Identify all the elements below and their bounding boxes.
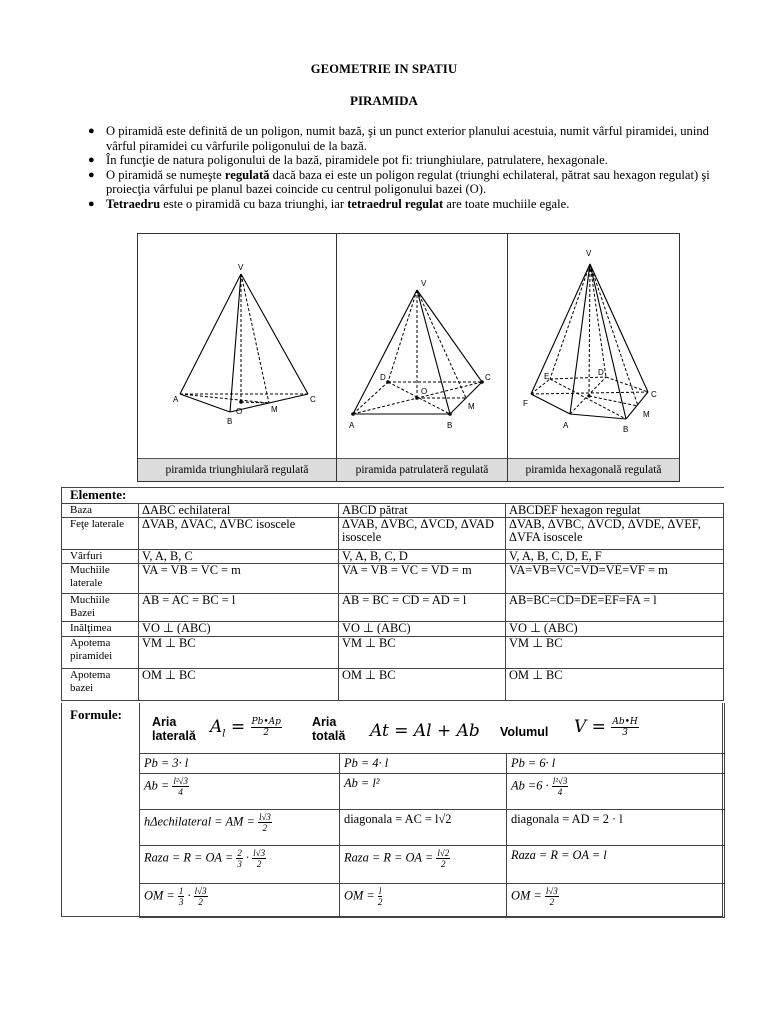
numerator: l√3 (545, 886, 558, 896)
lateral-area-formula: $A_l$ = $\frac{Pb•Ap}{2}$ (210, 717, 281, 740)
row-label: Vârfuri (62, 550, 139, 564)
bullet-bold: tetraedrul regulat (347, 196, 444, 211)
numerator: Ab•H (612, 717, 638, 727)
row-label: Inălţimea (62, 622, 139, 637)
cell: VO ⊥ (ABC) (339, 622, 506, 637)
row-label: Baza (62, 504, 139, 518)
hexagonal-pyramid-drawing (508, 234, 679, 459)
cell: VO ⊥ (ABC) (506, 622, 724, 637)
numerator: l√3 (253, 848, 266, 858)
vertex-label: C (310, 395, 316, 404)
denominator: 2 (377, 897, 383, 907)
cell: AB = AC = BC = l (139, 594, 339, 622)
figure-caption: piramida hexagonală regulată (508, 458, 679, 481)
elements-table (61, 487, 724, 701)
base-area-hexagon (507, 774, 725, 810)
numerator: 2 (237, 848, 242, 858)
vertex-label: A (349, 421, 355, 430)
perimeter-hexagon: Pb = 6· l (507, 754, 725, 774)
fraction (251, 717, 282, 738)
bullet-text: O piramidă este definită de un poligon, numit bază, şi un punct exterior planului acestuia, numit vârful piramidei, unind vârful piramidei cu vârfurile poligonului de la bază. (106, 124, 709, 153)
cell: VA = VB = VC = m (139, 564, 339, 594)
vertex-label: C (651, 390, 657, 399)
formula-part: hΔechilateral = AM = (144, 814, 255, 829)
page-title: GEOMETRIE IN SPATIU (310, 62, 458, 76)
denominator: 4 (178, 787, 183, 797)
numerator: l²√3 (552, 776, 568, 786)
vertex-label: M (468, 402, 475, 411)
row-label: Apotema bazei (62, 669, 139, 701)
formula-part: Ab =6 · (511, 778, 549, 793)
cell: AB = BC = CD = AD = l (339, 594, 506, 622)
denominator: 3 (622, 728, 628, 738)
square-diagonal: diagonala = AC = l√2 (340, 810, 507, 846)
formulas-label: Formule: (70, 707, 122, 722)
denominator: 2 (262, 823, 268, 833)
vertex-label: B (447, 421, 453, 430)
denominator: 3 (178, 897, 184, 907)
cell: VM ⊥ BC (339, 637, 506, 669)
base-area-triangle (140, 774, 340, 810)
radius-square (340, 846, 507, 884)
vertex-label: C (485, 373, 491, 382)
bullet-bold: regulată (224, 167, 270, 182)
total-area-label: Aria totală (312, 715, 346, 743)
triangle-height (140, 810, 340, 846)
formula-part: OM = (344, 888, 375, 903)
elements-header: Elemente: (62, 488, 724, 504)
vertex-label: A (173, 395, 179, 404)
vertex-label: A (563, 421, 569, 430)
fraction (552, 776, 569, 797)
numerator: l²√3 (173, 776, 188, 786)
row-label: Apotema piramidei (62, 637, 139, 669)
hexagon-diagonal: diagonala = AD = 2 · l (507, 810, 725, 846)
vertex-label: V (586, 249, 592, 258)
radius-triangle: Raza = R = OA = $\frac{2}{3}$ · $\frac{l√3}{2}$ (140, 846, 340, 884)
formula-part: Raza = R = OA = (344, 850, 434, 865)
numerator: 1 (178, 886, 184, 896)
bullet-text: În funcţie de natura poligonului de la bază, piramidele pot fi: triunghiulare, patrulatere, hexagonale. (106, 153, 608, 168)
perimeter-square: Pb = 4· l (340, 754, 507, 774)
square-pyramid-drawing (337, 234, 508, 459)
denominator: 2 (198, 897, 203, 907)
fraction (194, 886, 208, 907)
cell: OM ⊥ BC (506, 669, 724, 701)
vertex-label: O (236, 407, 243, 416)
lateral-area-label: Aria laterală (152, 715, 196, 743)
cell: V, A, B, C (139, 550, 339, 564)
fraction (436, 848, 450, 869)
fraction (611, 717, 638, 738)
cell: VA = VB = VC = VD = m (339, 564, 506, 594)
row-label: Muchiile Bazei (62, 594, 139, 622)
bullet-icon: ● (88, 125, 95, 137)
denominator: 2 (441, 859, 446, 869)
radius-hexagon: Raza = R = OA = l (507, 846, 725, 884)
figure-triangular-pyramid (138, 234, 337, 481)
vertex-label: V (421, 279, 427, 288)
base-apothem-square (340, 884, 507, 918)
formula-part: OM = (511, 888, 542, 903)
formula-part: Raza = R = OA = (144, 850, 234, 865)
numerator: l√3 (258, 812, 271, 822)
cell: VO ⊥ (ABC) (139, 622, 339, 637)
fraction (378, 886, 383, 907)
numerator: l√2 (437, 848, 450, 858)
fraction (236, 848, 243, 869)
numerator: Pb•Ap (251, 717, 281, 727)
formula-part: OM = (144, 888, 175, 903)
bullet-text: este o piramidă cu baza triunghi, iar (160, 196, 348, 211)
vertex-label: F (523, 399, 528, 408)
fraction (545, 886, 559, 907)
figure-caption: piramida triunghiulară regulată (138, 458, 336, 481)
cell: V, A, B, C, D (339, 550, 506, 564)
vertex-label: V (238, 263, 244, 272)
figure-square-pyramid (337, 234, 508, 481)
bullet-bold: Tetraedru (106, 196, 161, 211)
formula-part: l (222, 728, 226, 740)
cell: V, A, B, C, D, E, F (506, 550, 724, 564)
cell: VA=VB=VC=VD=VE=VF = m (506, 564, 724, 594)
base-apothem-hexagon (507, 884, 725, 918)
cell: OM ⊥ BC (339, 669, 506, 701)
figures-panel (137, 233, 680, 482)
formula-part: A (210, 717, 223, 737)
vertex-label: D (598, 368, 604, 377)
denominator: 4 (557, 787, 563, 797)
cell: ΔVAB, ΔVAC, ΔVBC isoscele (139, 518, 339, 550)
fraction (178, 886, 185, 907)
cell: ΔVAB, ΔVBC, ΔVCD, ΔVAD isoscele (339, 518, 506, 550)
volume-label: Volumul (500, 725, 549, 739)
numerator: l√3 (194, 886, 207, 896)
bullet-list (88, 124, 733, 212)
cell: ABCDEF hexagon regulat (506, 504, 724, 518)
perimeter-triangle: Pb = 3· l (140, 754, 340, 774)
bullet-item (88, 197, 733, 212)
formula-part: Ab = (144, 778, 170, 793)
row-label: Muchiile laterale (62, 564, 139, 594)
cell: ABCD pătrat (339, 504, 506, 518)
bullet-icon: ● (88, 168, 95, 181)
area-volume-formulas (140, 703, 725, 754)
bullet-text: are toate muchiile egale. (443, 196, 570, 211)
bullet-text: dacă baza ei este un poligon regulat (triunghi echilateral, pătrat sau hexagon regulat) şi proiecţia vârfului pe planul bazei coincide cu centrul poligonului bazei (O). (106, 167, 710, 197)
vertex-label: M (643, 410, 650, 419)
vertex-label: M (271, 405, 278, 414)
vertex-label: B (623, 425, 629, 434)
fraction (258, 812, 272, 833)
row-label: Feţe laterale (62, 518, 139, 550)
vertex-label: O (421, 387, 428, 396)
numerator: l (378, 886, 382, 896)
bullet-item (88, 153, 733, 168)
base-apothem-triangle: OM = $\frac{1}{3}$ · $\frac{l√3}{2}$ (140, 884, 340, 918)
cell: ΔABC echilateral (139, 504, 339, 518)
bullet-text: O piramidă se numeşte (106, 167, 225, 182)
cell: VM ⊥ BC (506, 637, 724, 669)
figure-hexagonal-pyramid (508, 234, 679, 481)
denominator: 3 (237, 859, 242, 869)
cell: OM ⊥ BC (139, 669, 339, 701)
fraction (252, 848, 266, 869)
volume-formula (574, 717, 639, 738)
cell: ΔVAB, ΔVBC, ΔVCD, ΔVDE, ΔVEF, ΔVFA isoscele (506, 518, 724, 550)
denominator: 2 (263, 728, 270, 738)
denominator: 2 (549, 897, 555, 907)
triangular-pyramid-drawing (138, 234, 337, 459)
formulas-section (61, 703, 723, 917)
vertex-label: B (227, 417, 233, 426)
formula-part: V = (574, 717, 606, 737)
vertex-label: D (380, 373, 386, 382)
bullet-item (88, 168, 733, 197)
cell: VM ⊥ BC (139, 637, 339, 669)
total-area-formula: At = Al + Ab (370, 721, 480, 741)
figure-caption: piramida patrulateră regulată (337, 458, 507, 481)
base-area-square: Ab = l² (340, 774, 507, 810)
denominator: 2 (256, 859, 262, 869)
bullet-icon: ● (88, 154, 95, 167)
cell: AB=BC=CD=DE=EF=FA = l (506, 594, 724, 622)
bullet-item (88, 124, 733, 153)
vertex-label: E (544, 372, 550, 381)
section-title: PIRAMIDA (350, 93, 418, 108)
fraction (172, 776, 189, 797)
bullet-icon: ● (88, 197, 95, 210)
formulas-table (139, 703, 725, 918)
